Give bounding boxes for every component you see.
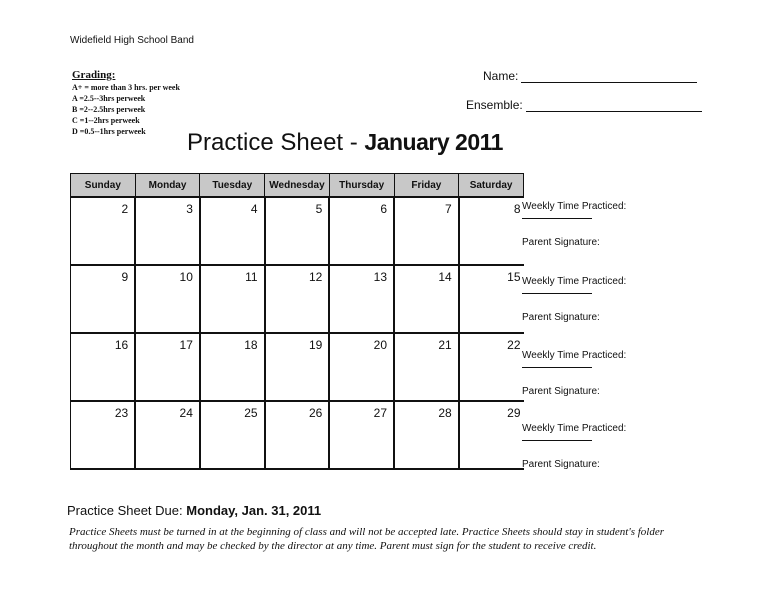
policy-note: Practice Sheets must be turned in at the beginning of class and will not be accepted late. Practice Sheets should stay in student's folder throughout the month and may be checked by the director at any time. Parent must sign for the student to receive credit. <box>69 526 665 552</box>
day-cell[interactable]: 25 <box>200 401 265 469</box>
day-cell[interactable]: 9 <box>71 265 136 333</box>
weekly-time-label: Weekly Time Practiced: <box>522 350 627 361</box>
day-header: Thursday <box>329 174 394 198</box>
day-cell[interactable]: 15 <box>459 265 524 333</box>
grading-legend <box>72 70 180 137</box>
day-cell[interactable]: 10 <box>135 265 200 333</box>
name-field[interactable] <box>483 69 697 83</box>
ensemble-line[interactable] <box>526 99 702 112</box>
day-cell[interactable]: 26 <box>265 401 330 469</box>
weekly-time-line[interactable] <box>522 361 592 368</box>
day-cell[interactable]: 6 <box>329 197 394 265</box>
weekly-time-label: Weekly Time Practiced: <box>522 276 627 287</box>
calendar <box>70 173 524 470</box>
due-line <box>67 503 321 518</box>
day-cell[interactable]: 21 <box>394 333 459 401</box>
day-cell[interactable]: 24 <box>135 401 200 469</box>
calendar-week-row <box>71 197 524 265</box>
day-cell[interactable]: 19 <box>265 333 330 401</box>
calendar-header-row <box>71 174 524 198</box>
day-header: Monday <box>135 174 200 198</box>
day-cell[interactable]: 4 <box>200 197 265 265</box>
grading-line: C =1--2hrs perweek <box>72 116 140 125</box>
calendar-week-row <box>71 333 524 401</box>
day-cell[interactable]: 16 <box>71 333 136 401</box>
grading-line: A =2.5--3hrs perweek <box>72 94 146 103</box>
weekly-time-label: Weekly Time Practiced: <box>522 201 627 212</box>
grading-title: Grading: <box>72 69 116 81</box>
calendar-week-row <box>71 265 524 333</box>
day-cell[interactable]: 13 <box>329 265 394 333</box>
weekly-time-block[interactable] <box>522 423 626 441</box>
grading-line: D =0.5--1hrs perweek <box>72 127 146 136</box>
day-cell[interactable]: 23 <box>71 401 136 469</box>
day-cell[interactable]: 3 <box>135 197 200 265</box>
day-header: Wednesday <box>265 174 330 198</box>
weekly-time-line[interactable] <box>522 212 592 219</box>
day-header: Tuesday <box>200 174 265 198</box>
grading-line: B =2--2.5hrs perweek <box>72 105 146 114</box>
day-cell[interactable]: 18 <box>200 333 265 401</box>
day-cell[interactable]: 29 <box>459 401 524 469</box>
day-cell[interactable]: 28 <box>394 401 459 469</box>
title-prefix: Practice Sheet - <box>187 129 365 156</box>
due-label: Practice Sheet Due: <box>67 503 187 518</box>
day-header: Friday <box>394 174 459 198</box>
day-cell[interactable]: 11 <box>200 265 265 333</box>
grading-line: A+ = more than 3 hrs. per week <box>72 83 180 92</box>
title-month: January 2011 <box>364 129 503 155</box>
weekly-time-label: Weekly Time Practiced: <box>522 423 627 434</box>
day-cell[interactable]: 14 <box>394 265 459 333</box>
day-cell[interactable]: 17 <box>135 333 200 401</box>
day-cell[interactable]: 20 <box>329 333 394 401</box>
calendar-table <box>70 173 524 470</box>
parent-signature: Parent Signature: <box>522 312 600 323</box>
day-cell[interactable]: 7 <box>394 197 459 265</box>
ensemble-label: Ensemble: <box>466 98 523 112</box>
ensemble-field[interactable] <box>466 98 702 112</box>
parent-signature: Parent Signature: <box>522 386 600 397</box>
day-header: Saturday <box>459 174 524 198</box>
name-line[interactable] <box>521 70 697 83</box>
weekly-time-line[interactable] <box>522 434 592 441</box>
day-cell[interactable]: 2 <box>71 197 136 265</box>
parent-signature: Parent Signature: <box>522 237 600 248</box>
page-title <box>187 129 503 157</box>
day-cell[interactable]: 12 <box>265 265 330 333</box>
parent-signature: Parent Signature: <box>522 459 600 470</box>
weekly-time-block[interactable] <box>522 350 626 368</box>
day-cell[interactable]: 27 <box>329 401 394 469</box>
day-cell[interactable]: 8 <box>459 197 524 265</box>
weekly-time-block[interactable] <box>522 276 626 294</box>
school-name: Widefield High School Band <box>70 35 194 46</box>
day-cell[interactable]: 22 <box>459 333 524 401</box>
day-cell[interactable]: 5 <box>265 197 330 265</box>
weekly-time-line[interactable] <box>522 287 592 294</box>
day-header: Sunday <box>71 174 136 198</box>
name-label: Name: <box>483 69 519 83</box>
due-date: Monday, Jan. 31, 2011 <box>186 503 322 518</box>
weekly-time-block[interactable] <box>522 201 626 219</box>
calendar-week-row <box>71 401 524 469</box>
